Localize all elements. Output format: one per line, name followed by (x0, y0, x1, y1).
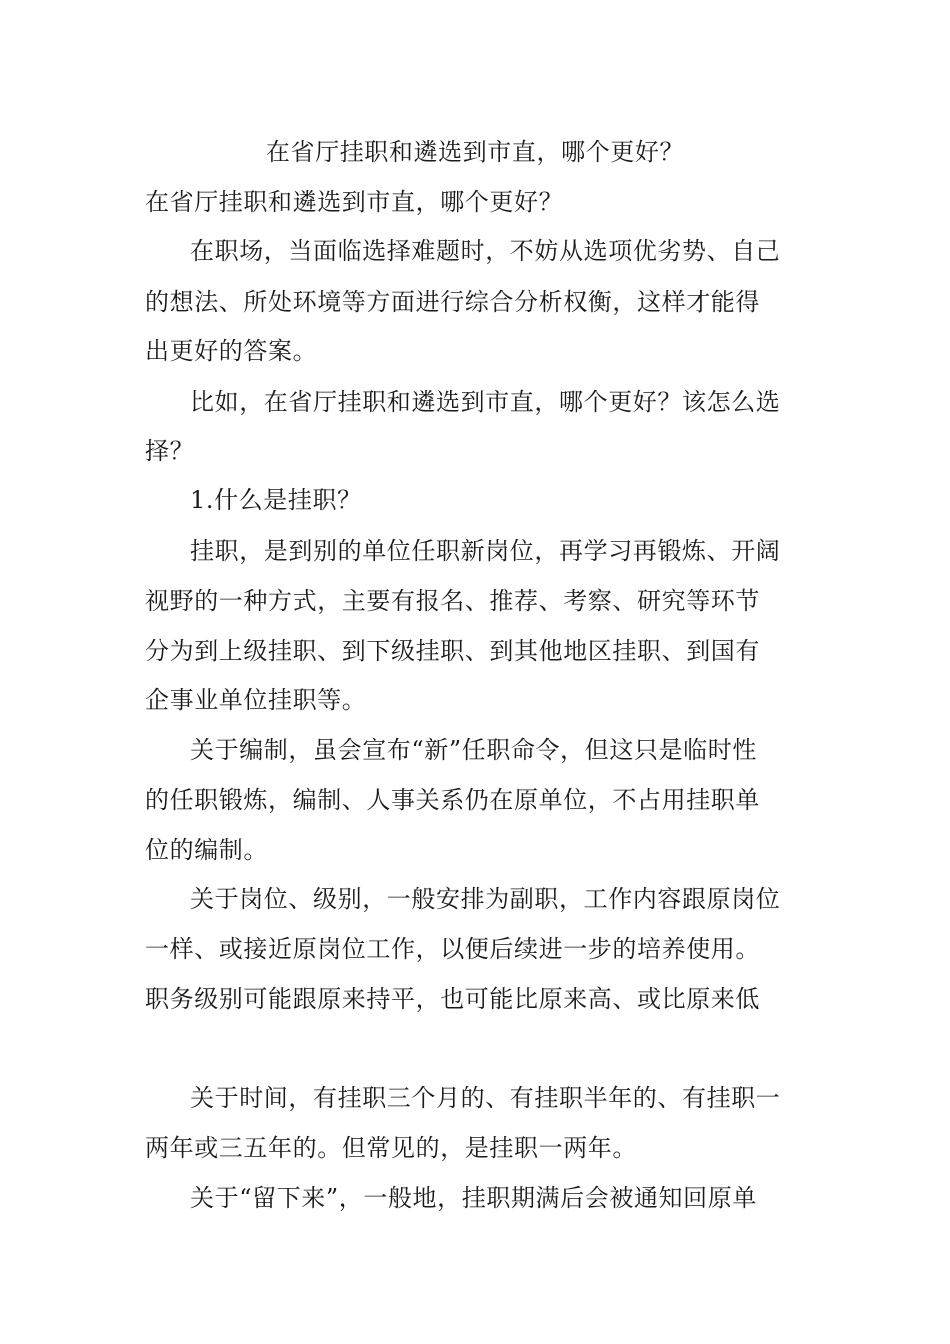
paragraph-line: 在职场，当面临选择难题时，不妨从选项优劣势、自己 (190, 237, 781, 265)
paragraph-line: 关于“留下来”，一般地，挂职期满后会被通知回原单 (190, 1184, 757, 1212)
paragraph-line: 职务级别可能跟原来持平，也可能比原来高、或比原来低 (145, 985, 760, 1013)
paragraph-line: 一样、或接近原岗位工作，以便后续进一步的培养使用。 (145, 935, 760, 963)
paragraph-line: 的想法、所处环境等方面进行综合分析权衡，这样才能得 (145, 288, 760, 316)
paragraph-line: 两年或三五年的。但常见的，是挂职一两年。 (145, 1134, 637, 1162)
paragraph-line: 关于编制，虽会宣布“新”任职命令，但这只是临时性 (190, 736, 757, 764)
paragraph-line: 企事业单位挂职等。 (145, 686, 367, 714)
paragraph-line: 关于岗位、级别，一般安排为副职，工作内容跟原岗位 (190, 885, 781, 913)
document-title: 在省厅挂职和遴选到市直，哪个更好？ (265, 138, 685, 166)
paragraph-line: 分为到上级挂职、到下级挂职、到其他地区挂职、到国有 (145, 637, 760, 665)
paragraph-line: 视野的一种方式，主要有报名、推荐、考察、研究等环节 (145, 587, 760, 615)
paragraph-line: 的任职锻炼，编制、人事关系仍在原单位，不占用挂职单 (145, 786, 760, 814)
subtitle-line: 在省厅挂职和遴选到市直，哪个更好？ (145, 188, 564, 216)
paragraph-line: 关于时间，有挂职三个月的、有挂职半年的、有挂职一 (190, 1084, 781, 1112)
paragraph-line: 择？ (145, 437, 195, 465)
section-heading: 1.什么是挂职？ (190, 486, 362, 514)
paragraph-line: 出更好的答案。 (145, 337, 318, 365)
paragraph-line: 比如，在省厅挂职和遴选到市直，哪个更好？该怎么选 (190, 388, 781, 416)
paragraph-line: 挂职，是到别的单位任职新岗位，再学习再锻炼、开阔 (190, 537, 781, 565)
paragraph-line: 位的编制。 (145, 836, 268, 864)
